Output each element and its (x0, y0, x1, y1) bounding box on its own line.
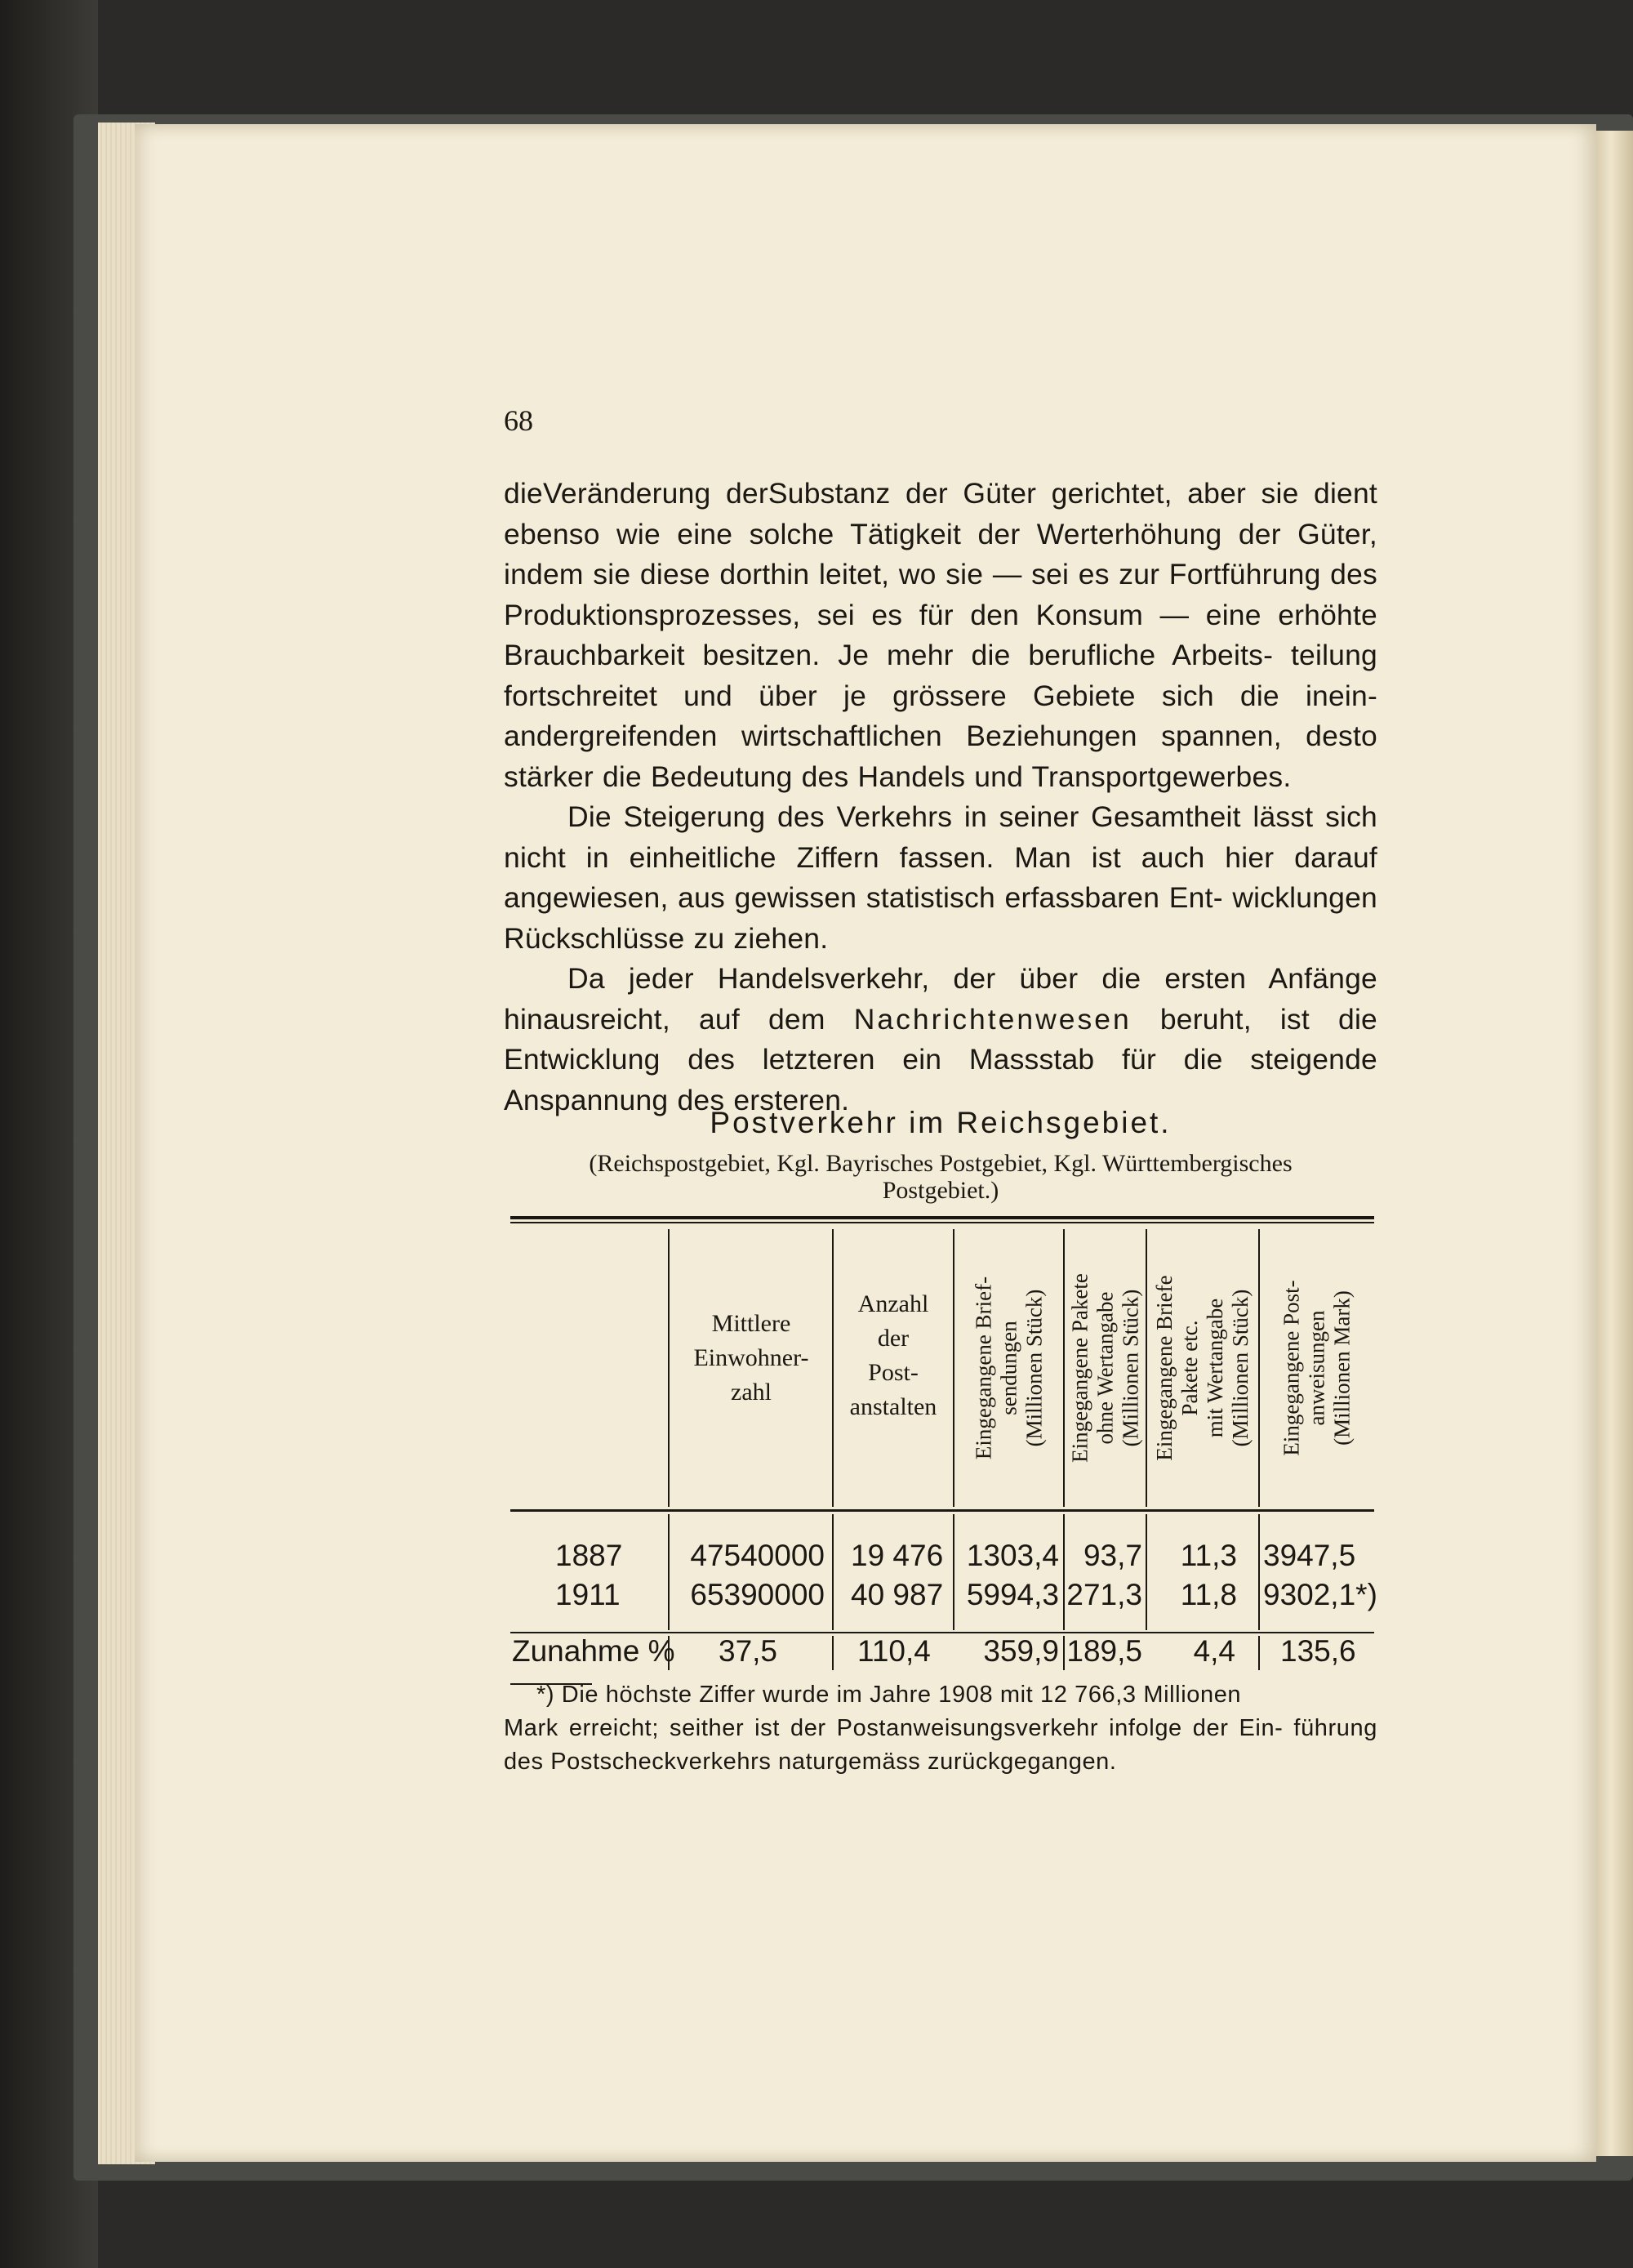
table-top-rule-thin (510, 1222, 1374, 1223)
cell-money-orders: 9302,1*) (1263, 1578, 1377, 1611)
increase-letters: 359,9 (983, 1634, 1059, 1668)
book-page (135, 124, 1596, 2162)
body-text (504, 474, 1377, 1121)
cell-letters: 5994,3 (966, 1578, 1059, 1611)
increase-population: 37,5 (719, 1634, 778, 1668)
header-valued-items: Eingegangene Briefe Pakete etc. mit Wertangabe (Millionen Stück) (1152, 1275, 1253, 1461)
row-year: 1911 (555, 1578, 621, 1611)
header-bottom-rule (510, 1509, 1374, 1512)
cell-population: 47540000 (690, 1539, 825, 1572)
cell-letters: 1303,4 (966, 1539, 1059, 1572)
table-title: Postverkehr im Reichsgebiet. (710, 1106, 1172, 1139)
col-divider (1258, 1636, 1260, 1670)
cell-parcels: 271,3 (1066, 1578, 1142, 1611)
header-population: Mittlere Einwohner- zahl (693, 1310, 809, 1406)
footnote: *) Die höchste Ziffer wurde im Jahre 1908 mit 12 766,3 Millionen Mark erreicht; seither ist der Postanweisungsverkehr infolge der Ein- führung des Postscheckverkehrs naturgemäss zurückgegangen. (504, 1682, 1377, 1775)
header-money-orders: Eingegangene Post- anweisungen (Millionen Mark) (1279, 1280, 1355, 1456)
header-letters: Eingegangene Brief- sendungen (Millionen Stück) (971, 1276, 1046, 1460)
cell-offices: 19 476 (851, 1539, 944, 1572)
facing-page-edge (1596, 131, 1633, 2156)
row-year: 1887 (555, 1539, 623, 1572)
increase-parcels: 189,5 (1066, 1634, 1142, 1668)
increase-offices: 110,4 (857, 1634, 931, 1668)
increase-money-orders: 135,6 (1280, 1634, 1356, 1668)
cell-valued: 11,8 (1180, 1578, 1237, 1611)
emphasized-term: Nachrichtenwesen (853, 1002, 1132, 1036)
col-divider (832, 1514, 834, 1630)
col-divider (832, 1636, 834, 1670)
increase-valued: 4,4 (1193, 1634, 1235, 1668)
totals-rule (510, 1632, 1374, 1633)
header-parcels: Eingegangene Pakete ohne Wertangabe (Millionen Stück) (1067, 1273, 1142, 1463)
cell-population: 65390000 (690, 1578, 825, 1611)
paragraph-2: Die Steigerung des Verkehrs in seiner Gesamtheit lässt sich nicht in einheitliche Ziffern fassen. Man ist auch hier darauf angewiesen, aus gewissen statistisch erfassbaren Ent- wicklungen Rückschlüsse zu ziehen. (504, 800, 1377, 955)
table-subtitle: (Reichspostgebiet, Kgl. Bayrisches Postgebiet, Kgl. Württembergisches Postgebiet.) (589, 1150, 1293, 1204)
header-post-offices: Anzahl der Post- anstalten (849, 1290, 937, 1420)
cell-valued: 11,3 (1180, 1539, 1237, 1572)
paragraph-3: Da jeder Handelsverkehr, der über die ersten Anfänge hinausreicht, auf dem Nachrichtenwesen beruht, ist die Entwicklung des letzteren ein Massstab für die steigende Anspannung des ersteren. (504, 962, 1377, 1116)
cell-money-orders: 3947,5 (1263, 1539, 1356, 1572)
page-number: 68 (504, 404, 533, 437)
cell-parcels: 93,7 (1083, 1539, 1142, 1572)
increase-label: Zunahme % (512, 1634, 675, 1668)
cell-offices: 40 987 (851, 1578, 944, 1611)
col-divider (1258, 1514, 1260, 1630)
table-top-rule (510, 1216, 1374, 1219)
paragraph-1: dieVeränderung derSubstanz der Güter gerichtet, aber sie dient ebenso wie eine solche Tätigkeit der Werterhöhung der Güter, indem sie diese dorthin leitet, wo sie — sei es zur Fortführung des Produktionsprozesses, sei es für den Konsum — eine erhöhte Brauchbarkeit besitzen. Je mehr die berufliche Arbeits- teilung fortschreitet und über je grössere Gebiete sich die inein- andergreifenden wirtschaftlichen Beziehungen spannen, desto stärker die Bedeutung des Handels und Transportgewerbes. (504, 477, 1377, 793)
